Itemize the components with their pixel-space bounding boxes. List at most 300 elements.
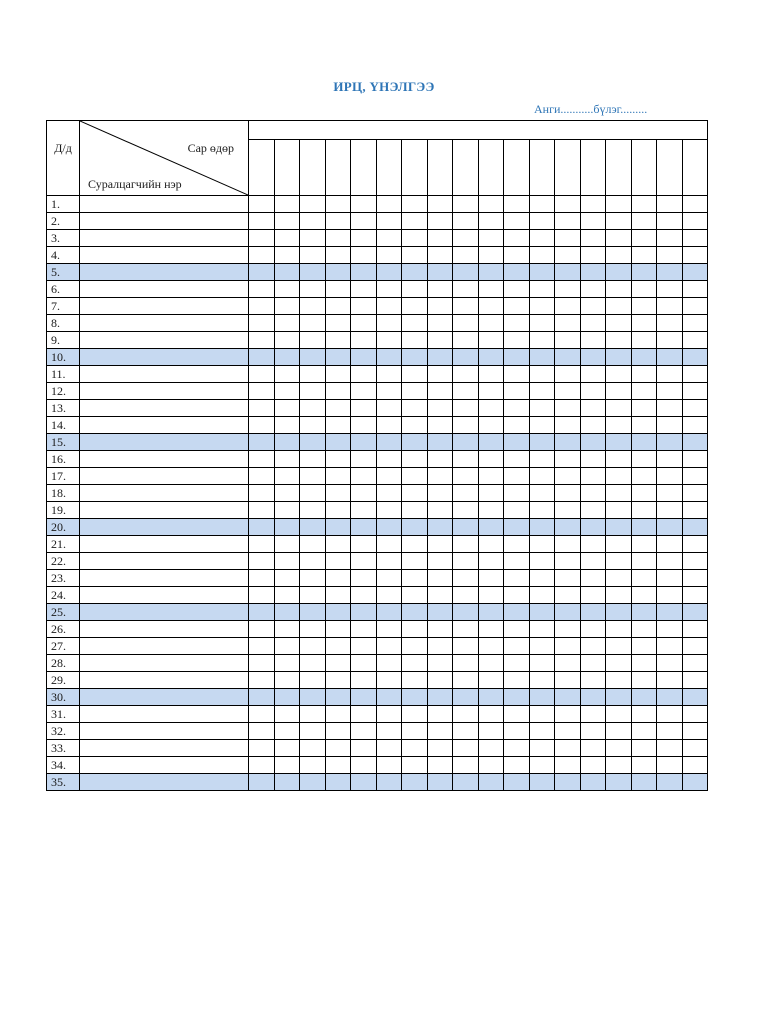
attendance-cell bbox=[427, 570, 453, 587]
attendance-cell bbox=[682, 366, 708, 383]
attendance-cell bbox=[504, 485, 530, 502]
attendance-cell bbox=[606, 672, 632, 689]
attendance-cell bbox=[631, 366, 657, 383]
attendance-cell bbox=[274, 553, 300, 570]
date-header-cell bbox=[682, 140, 708, 196]
attendance-cell bbox=[529, 536, 555, 553]
attendance-cell bbox=[478, 553, 504, 570]
attendance-cell bbox=[478, 468, 504, 485]
student-row bbox=[47, 757, 708, 774]
attendance-cell bbox=[325, 774, 351, 791]
attendance-cell bbox=[657, 434, 683, 451]
attendance-cell bbox=[402, 553, 428, 570]
attendance-cell bbox=[300, 383, 326, 400]
attendance-cell bbox=[682, 655, 708, 672]
attendance-cell bbox=[504, 332, 530, 349]
attendance-cell bbox=[606, 264, 632, 281]
date-header-cell bbox=[478, 140, 504, 196]
row-number: 25. bbox=[47, 604, 80, 621]
attendance-cell bbox=[351, 451, 377, 468]
attendance-cell bbox=[274, 247, 300, 264]
attendance-cell bbox=[580, 451, 606, 468]
attendance-cell bbox=[376, 281, 402, 298]
row-number: 34. bbox=[47, 757, 80, 774]
attendance-cell bbox=[427, 213, 453, 230]
attendance-cell bbox=[427, 621, 453, 638]
attendance-cell bbox=[657, 213, 683, 230]
attendance-cell bbox=[376, 298, 402, 315]
attendance-cell bbox=[682, 536, 708, 553]
attendance-cell bbox=[351, 519, 377, 536]
student-row bbox=[47, 774, 708, 791]
attendance-cell bbox=[376, 349, 402, 366]
student-name-cell bbox=[80, 485, 249, 502]
attendance-cell bbox=[555, 196, 581, 213]
attendance-cell bbox=[453, 230, 479, 247]
attendance-cell bbox=[300, 672, 326, 689]
attendance-cell bbox=[351, 689, 377, 706]
attendance-cell bbox=[580, 400, 606, 417]
attendance-cell bbox=[529, 502, 555, 519]
document-title: ИРЦ, ҮНЭЛГЭЭ bbox=[333, 79, 435, 94]
attendance-cell bbox=[249, 638, 275, 655]
attendance-cell bbox=[249, 366, 275, 383]
student-name-cell bbox=[80, 298, 249, 315]
attendance-cell bbox=[376, 706, 402, 723]
attendance-cell bbox=[453, 638, 479, 655]
row-number: 20. bbox=[47, 519, 80, 536]
attendance-cell bbox=[657, 723, 683, 740]
attendance-cell bbox=[631, 281, 657, 298]
attendance-cell bbox=[657, 417, 683, 434]
student-row bbox=[47, 689, 708, 706]
student-name-cell bbox=[80, 638, 249, 655]
attendance-cell bbox=[376, 757, 402, 774]
attendance-cell bbox=[682, 247, 708, 264]
attendance-cell bbox=[249, 349, 275, 366]
student-name-cell bbox=[80, 281, 249, 298]
attendance-cell bbox=[478, 706, 504, 723]
attendance-cell bbox=[351, 638, 377, 655]
attendance-cell bbox=[478, 604, 504, 621]
attendance-cell bbox=[274, 383, 300, 400]
attendance-cell bbox=[249, 723, 275, 740]
attendance-cell bbox=[351, 485, 377, 502]
attendance-cell bbox=[402, 417, 428, 434]
attendance-cell bbox=[427, 706, 453, 723]
attendance-cell bbox=[453, 383, 479, 400]
date-header-cell bbox=[504, 140, 530, 196]
attendance-cell bbox=[325, 723, 351, 740]
attendance-cell bbox=[453, 281, 479, 298]
attendance-cell bbox=[274, 706, 300, 723]
attendance-cell bbox=[529, 434, 555, 451]
attendance-cell bbox=[274, 400, 300, 417]
attendance-cell bbox=[300, 485, 326, 502]
attendance-cell bbox=[300, 468, 326, 485]
attendance-cell bbox=[325, 264, 351, 281]
attendance-cell bbox=[580, 332, 606, 349]
attendance-cell bbox=[504, 723, 530, 740]
attendance-cell bbox=[376, 502, 402, 519]
student-row bbox=[47, 451, 708, 468]
attendance-cell bbox=[453, 434, 479, 451]
attendance-cell bbox=[249, 213, 275, 230]
attendance-cell bbox=[427, 366, 453, 383]
student-row bbox=[47, 298, 708, 315]
attendance-cell bbox=[682, 706, 708, 723]
row-number: 18. bbox=[47, 485, 80, 502]
attendance-cell bbox=[580, 587, 606, 604]
attendance-cell bbox=[249, 468, 275, 485]
attendance-cell bbox=[606, 757, 632, 774]
attendance-cell bbox=[657, 485, 683, 502]
attendance-cell bbox=[325, 349, 351, 366]
attendance-cell bbox=[504, 774, 530, 791]
attendance-cell bbox=[249, 621, 275, 638]
attendance-cell bbox=[504, 366, 530, 383]
attendance-cell bbox=[274, 672, 300, 689]
student-name-cell bbox=[80, 757, 249, 774]
attendance-cell bbox=[402, 281, 428, 298]
attendance-cell bbox=[580, 740, 606, 757]
attendance-cell bbox=[580, 281, 606, 298]
attendance-cell bbox=[504, 621, 530, 638]
attendance-cell bbox=[351, 740, 377, 757]
attendance-cell bbox=[402, 587, 428, 604]
attendance-cell bbox=[529, 349, 555, 366]
student-row bbox=[47, 723, 708, 740]
attendance-cell bbox=[555, 655, 581, 672]
attendance-cell bbox=[376, 689, 402, 706]
attendance-cell bbox=[631, 502, 657, 519]
attendance-cell bbox=[606, 638, 632, 655]
attendance-cell bbox=[325, 587, 351, 604]
attendance-cell bbox=[580, 264, 606, 281]
attendance-cell bbox=[580, 417, 606, 434]
attendance-cell bbox=[351, 672, 377, 689]
attendance-cell bbox=[325, 502, 351, 519]
attendance-cell bbox=[682, 587, 708, 604]
attendance-cell bbox=[325, 706, 351, 723]
attendance-cell bbox=[274, 417, 300, 434]
attendance-cell bbox=[631, 519, 657, 536]
attendance-cell bbox=[657, 383, 683, 400]
attendance-cell bbox=[274, 434, 300, 451]
attendance-cell bbox=[351, 621, 377, 638]
student-name-cell bbox=[80, 570, 249, 587]
attendance-cell bbox=[402, 247, 428, 264]
attendance-cell bbox=[249, 485, 275, 502]
attendance-cell bbox=[427, 400, 453, 417]
date-header-merged-cell bbox=[249, 121, 708, 140]
attendance-cell bbox=[682, 757, 708, 774]
attendance-cell bbox=[325, 281, 351, 298]
attendance-cell bbox=[376, 434, 402, 451]
attendance-cell bbox=[555, 536, 581, 553]
student-row bbox=[47, 672, 708, 689]
attendance-cell bbox=[402, 400, 428, 417]
attendance-cell bbox=[580, 723, 606, 740]
attendance-cell bbox=[249, 315, 275, 332]
attendance-cell bbox=[606, 706, 632, 723]
attendance-cell bbox=[478, 638, 504, 655]
attendance-cell bbox=[249, 672, 275, 689]
attendance-cell bbox=[682, 298, 708, 315]
attendance-cell bbox=[478, 451, 504, 468]
attendance-cell bbox=[555, 383, 581, 400]
attendance-cell bbox=[351, 213, 377, 230]
attendance-cell bbox=[606, 502, 632, 519]
attendance-cell bbox=[580, 553, 606, 570]
attendance-cell bbox=[453, 621, 479, 638]
attendance-cell bbox=[300, 298, 326, 315]
attendance-cell bbox=[631, 230, 657, 247]
attendance-cell bbox=[580, 502, 606, 519]
attendance-cell bbox=[682, 468, 708, 485]
attendance-cell bbox=[657, 740, 683, 757]
attendance-cell bbox=[529, 672, 555, 689]
attendance-cell bbox=[555, 264, 581, 281]
attendance-cell bbox=[274, 332, 300, 349]
attendance-cell bbox=[249, 740, 275, 757]
attendance-cell bbox=[631, 740, 657, 757]
attendance-cell bbox=[325, 298, 351, 315]
attendance-cell bbox=[300, 774, 326, 791]
attendance-cell bbox=[427, 740, 453, 757]
attendance-cell bbox=[682, 383, 708, 400]
attendance-cell bbox=[504, 570, 530, 587]
attendance-cell bbox=[453, 349, 479, 366]
attendance-cell bbox=[376, 740, 402, 757]
attendance-cell bbox=[453, 315, 479, 332]
attendance-cell bbox=[249, 264, 275, 281]
student-name-cell bbox=[80, 451, 249, 468]
attendance-cell bbox=[529, 689, 555, 706]
attendance-cell bbox=[580, 434, 606, 451]
attendance-cell bbox=[427, 536, 453, 553]
attendance-cell bbox=[682, 502, 708, 519]
attendance-cell bbox=[274, 723, 300, 740]
attendance-cell bbox=[504, 740, 530, 757]
attendance-cell bbox=[376, 672, 402, 689]
attendance-cell bbox=[249, 247, 275, 264]
attendance-cell bbox=[427, 230, 453, 247]
attendance-cell bbox=[478, 774, 504, 791]
attendance-cell bbox=[427, 315, 453, 332]
attendance-cell bbox=[478, 417, 504, 434]
student-row bbox=[47, 400, 708, 417]
attendance-cell bbox=[453, 298, 479, 315]
attendance-cell bbox=[529, 247, 555, 264]
attendance-cell bbox=[300, 196, 326, 213]
attendance-cell bbox=[376, 587, 402, 604]
student-row bbox=[47, 468, 708, 485]
attendance-cell bbox=[504, 264, 530, 281]
attendance-cell bbox=[529, 332, 555, 349]
attendance-cell bbox=[376, 400, 402, 417]
attendance-cell bbox=[351, 196, 377, 213]
attendance-cell bbox=[249, 400, 275, 417]
attendance-cell bbox=[478, 400, 504, 417]
attendance-cell bbox=[300, 706, 326, 723]
attendance-cell bbox=[657, 451, 683, 468]
attendance-cell bbox=[453, 519, 479, 536]
attendance-cell bbox=[427, 383, 453, 400]
attendance-cell bbox=[300, 553, 326, 570]
attendance-cell bbox=[580, 383, 606, 400]
attendance-cell bbox=[682, 315, 708, 332]
student-name-cell bbox=[80, 604, 249, 621]
attendance-cell bbox=[580, 485, 606, 502]
attendance-cell bbox=[249, 451, 275, 468]
row-number: 32. bbox=[47, 723, 80, 740]
attendance-cell bbox=[402, 196, 428, 213]
attendance-cell bbox=[376, 570, 402, 587]
attendance-cell bbox=[631, 570, 657, 587]
attendance-cell bbox=[631, 400, 657, 417]
attendance-cell bbox=[555, 213, 581, 230]
row-number: 35. bbox=[47, 774, 80, 791]
attendance-cell bbox=[402, 213, 428, 230]
attendance-cell bbox=[453, 400, 479, 417]
student-row bbox=[47, 519, 708, 536]
attendance-cell bbox=[453, 689, 479, 706]
attendance-cell bbox=[580, 349, 606, 366]
date-header-cell bbox=[274, 140, 300, 196]
attendance-cell bbox=[631, 468, 657, 485]
attendance-cell bbox=[504, 451, 530, 468]
attendance-cell bbox=[249, 332, 275, 349]
attendance-cell bbox=[274, 485, 300, 502]
attendance-cell bbox=[376, 519, 402, 536]
attendance-cell bbox=[402, 621, 428, 638]
attendance-cell bbox=[300, 519, 326, 536]
attendance-cell bbox=[631, 247, 657, 264]
attendance-cell bbox=[529, 621, 555, 638]
attendance-cell bbox=[657, 349, 683, 366]
attendance-cell bbox=[606, 298, 632, 315]
student-row bbox=[47, 230, 708, 247]
attendance-cell bbox=[555, 366, 581, 383]
attendance-cell bbox=[274, 570, 300, 587]
attendance-cell bbox=[427, 298, 453, 315]
attendance-cell bbox=[325, 315, 351, 332]
attendance-cell bbox=[300, 332, 326, 349]
attendance-cell bbox=[555, 400, 581, 417]
attendance-cell bbox=[453, 587, 479, 604]
attendance-cell bbox=[580, 774, 606, 791]
attendance-cell bbox=[402, 349, 428, 366]
attendance-cell bbox=[504, 281, 530, 298]
attendance-cell bbox=[529, 604, 555, 621]
attendance-cell bbox=[580, 672, 606, 689]
attendance-cell bbox=[325, 757, 351, 774]
date-header-cell bbox=[453, 140, 479, 196]
date-header-cell bbox=[402, 140, 428, 196]
attendance-cell bbox=[529, 740, 555, 757]
attendance-cell bbox=[325, 519, 351, 536]
attendance-cell bbox=[606, 213, 632, 230]
attendance-cell bbox=[555, 298, 581, 315]
attendance-cell bbox=[504, 434, 530, 451]
date-header-cell bbox=[325, 140, 351, 196]
attendance-cell bbox=[249, 587, 275, 604]
attendance-cell bbox=[325, 332, 351, 349]
attendance-cell bbox=[453, 332, 479, 349]
attendance-cell bbox=[657, 757, 683, 774]
student-name-cell bbox=[80, 689, 249, 706]
attendance-cell bbox=[249, 298, 275, 315]
student-name-cell bbox=[80, 672, 249, 689]
attendance-cell bbox=[555, 638, 581, 655]
attendance-cell bbox=[478, 349, 504, 366]
attendance-cell bbox=[657, 502, 683, 519]
student-row bbox=[47, 434, 708, 451]
attendance-cell bbox=[631, 774, 657, 791]
student-name-cell bbox=[80, 587, 249, 604]
attendance-table bbox=[46, 120, 708, 791]
attendance-cell bbox=[606, 349, 632, 366]
attendance-cell bbox=[529, 315, 555, 332]
attendance-cell bbox=[402, 315, 428, 332]
attendance-cell bbox=[529, 383, 555, 400]
attendance-cell bbox=[631, 298, 657, 315]
student-name-cell bbox=[80, 383, 249, 400]
attendance-cell bbox=[351, 553, 377, 570]
attendance-cell bbox=[657, 672, 683, 689]
attendance-cell bbox=[427, 196, 453, 213]
attendance-cell bbox=[631, 536, 657, 553]
attendance-cell bbox=[631, 706, 657, 723]
attendance-cell bbox=[555, 723, 581, 740]
attendance-cell bbox=[376, 638, 402, 655]
attendance-cell bbox=[504, 213, 530, 230]
attendance-cell bbox=[300, 400, 326, 417]
attendance-cell bbox=[606, 689, 632, 706]
attendance-cell bbox=[453, 536, 479, 553]
attendance-cell bbox=[478, 315, 504, 332]
attendance-cell bbox=[580, 757, 606, 774]
attendance-cell bbox=[453, 468, 479, 485]
attendance-cell bbox=[274, 587, 300, 604]
student-row bbox=[47, 553, 708, 570]
attendance-cell bbox=[657, 264, 683, 281]
attendance-cell bbox=[453, 247, 479, 264]
attendance-cell bbox=[682, 485, 708, 502]
attendance-cell bbox=[402, 774, 428, 791]
student-name-cell bbox=[80, 774, 249, 791]
row-number: 24. bbox=[47, 587, 80, 604]
attendance-cell bbox=[606, 740, 632, 757]
attendance-cell bbox=[427, 672, 453, 689]
row-number: 12. bbox=[47, 383, 80, 400]
attendance-cell bbox=[453, 604, 479, 621]
attendance-cell bbox=[453, 757, 479, 774]
attendance-cell bbox=[580, 570, 606, 587]
attendance-cell bbox=[631, 757, 657, 774]
attendance-cell bbox=[325, 553, 351, 570]
student-row bbox=[47, 485, 708, 502]
attendance-cell bbox=[555, 740, 581, 757]
attendance-cell bbox=[504, 247, 530, 264]
attendance-cell bbox=[376, 621, 402, 638]
attendance-cell bbox=[427, 417, 453, 434]
class-group-line: Анги...........бүлэг......... bbox=[534, 102, 648, 116]
attendance-cell bbox=[274, 281, 300, 298]
student-row bbox=[47, 281, 708, 298]
row-number: 9. bbox=[47, 332, 80, 349]
